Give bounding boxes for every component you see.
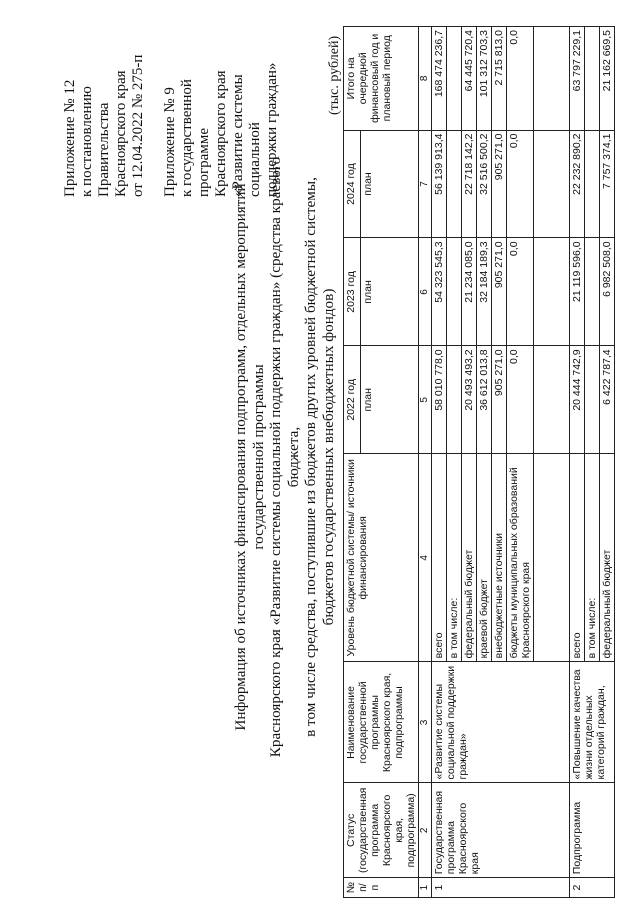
value-2023: 905 271,0 <box>492 238 507 346</box>
row-level: внебюджетные источники <box>492 454 507 662</box>
value-2024: 22 232 890,2 <box>570 130 585 238</box>
value-2023: 32 184 189,3 <box>477 238 492 346</box>
appendix-line: Красноярского края <box>213 70 229 197</box>
value-2022: 20 444 742,9 <box>570 346 585 454</box>
title-line: бюджетов государственных внебюджетных фондов) <box>319 288 337 626</box>
appendix-line: Приложение № 12 <box>62 79 78 197</box>
value-total: 168 474 236,7 <box>432 27 447 131</box>
row-level: краевой бюджет <box>477 454 492 662</box>
column-index: 7 <box>419 130 432 238</box>
value-total: 0,0 <box>507 27 534 131</box>
header-name: Наименование государственной программы Красноярского края, подпрограммы <box>344 662 419 783</box>
title-line: Красноярского края «Развитие системы социальной поддержки граждан» (средства краевого бюджета, <box>267 156 302 758</box>
value-total: 63 797 229,1 <box>570 27 585 131</box>
value-2024: 7 757 374,1 <box>600 130 615 238</box>
row-name: «Повышение качества жизни отдельных категорий граждан, <box>570 662 615 783</box>
row-level: всего <box>432 454 447 662</box>
value-2023 <box>447 238 462 346</box>
header-2024: 2024 год <box>344 130 361 238</box>
value-2022: 905 271,0 <box>492 346 507 454</box>
column-index: 1 <box>419 878 432 898</box>
value-2024 <box>447 130 462 238</box>
header-2022: 2022 год <box>344 346 361 454</box>
header-plan-2023: план <box>361 238 419 346</box>
row-status: Государственная программа Красноярского края <box>432 783 570 878</box>
row-level: в том числе: <box>447 454 462 662</box>
value-2022: 6 422 787,4 <box>600 346 615 454</box>
value-total: 2 715 813,0 <box>492 27 507 131</box>
value-total <box>585 27 600 131</box>
value-2024: 56 139 913,4 <box>432 130 447 238</box>
row-number: 1 <box>432 878 570 898</box>
appendix-line: от 12.04.2022 № 275-п <box>130 54 146 197</box>
column-index: 8 <box>419 27 432 131</box>
column-index: 2 <box>419 783 432 878</box>
appendix-line: к государственной программе <box>179 79 212 197</box>
title-line: Информация об источниках финансирования подпрограмм, отдельных мероприятий государственной программы <box>232 183 267 731</box>
document-title <box>232 129 337 785</box>
row-number: 2 <box>570 878 615 898</box>
value-2023: 6 982 508,0 <box>600 238 615 346</box>
table-row <box>570 27 585 898</box>
row-status: Подпрограмма <box>570 783 615 878</box>
value-2023: 21 234 085,0 <box>462 238 477 346</box>
row-level: федеральный бюджет <box>462 454 477 662</box>
header-row <box>344 27 361 898</box>
header-level: Уровень бюджетной системы/ источники финансирования <box>344 454 419 662</box>
header-num: № п/п <box>344 878 419 898</box>
column-index: 4 <box>419 454 432 662</box>
value-total <box>447 27 462 131</box>
header-status: Статус (государственная программа Красноярского края, подпрограмма) <box>344 783 419 878</box>
value-total: 64 445 720,4 <box>462 27 477 131</box>
appendix-line: Красноярского края <box>113 70 129 197</box>
header-total: Итого на очередной финансовый год и плановый период <box>344 27 419 131</box>
table-row <box>432 27 447 898</box>
row-name: «Развитие системы социальной поддержки граждан» <box>432 662 570 783</box>
column-index: 6 <box>419 238 432 346</box>
header-plan-2022: план <box>361 346 419 454</box>
column-index-row <box>419 27 432 898</box>
value-2024: 22 718 142,2 <box>462 130 477 238</box>
financing-table <box>343 26 615 898</box>
appendix-line: «Развитие системы социальной <box>230 74 263 197</box>
column-index: 3 <box>419 662 432 783</box>
value-2022: 20 493 493,2 <box>462 346 477 454</box>
header-2023: 2023 год <box>344 238 361 346</box>
value-2024 <box>585 130 600 238</box>
column-index: 5 <box>419 346 432 454</box>
title-line: в том числе средства, поступившие из бюджетов других уровней бюджетной системы, <box>302 177 319 737</box>
value-2023: 21 119 596,0 <box>570 238 585 346</box>
value-2022 <box>585 346 600 454</box>
header-plan-2024: план <box>361 130 419 238</box>
value-2023 <box>585 238 600 346</box>
value-2022: 58 010 778,0 <box>432 346 447 454</box>
value-2022: 0,0 <box>507 346 534 454</box>
value-total: 101 312 703,3 <box>477 27 492 131</box>
row-level: в том числе: <box>585 454 600 662</box>
row-level: бюджеты муниципальных образований Красноярского края <box>507 454 534 662</box>
value-2024: 32 516 500,2 <box>477 130 492 238</box>
appendix-line: Приложение № 9 <box>162 87 178 197</box>
value-2023: 54 323 545,3 <box>432 238 447 346</box>
value-2024: 0,0 <box>507 130 534 238</box>
units-label: (тыс. рублей) <box>327 35 342 115</box>
value-2022: 36 612 013,8 <box>477 346 492 454</box>
value-2022 <box>447 346 462 454</box>
appendix-line: к постановлению Правительства <box>79 86 112 197</box>
value-2024: 905 271,0 <box>492 130 507 238</box>
value-total: 21 162 669,5 <box>600 27 615 131</box>
value-2023: 0,0 <box>507 238 534 346</box>
appendix-line: поддержки граждан» <box>264 62 280 197</box>
row-level: всего <box>570 454 585 662</box>
row-level: федеральный бюджет <box>600 454 615 662</box>
